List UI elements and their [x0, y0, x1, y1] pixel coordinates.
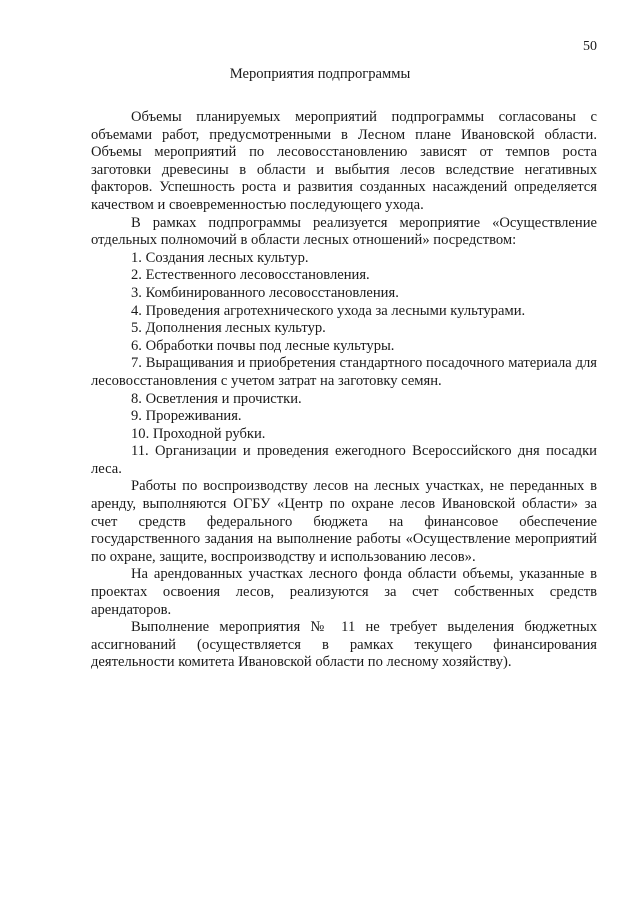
- measures-list: [91, 250, 597, 479]
- page-title: Мероприятия подпрограммы: [229, 66, 411, 82]
- list-item: 6. Обработки почвы под лесные культуры.: [131, 337, 395, 354]
- list-item: 3. Комбинированного лесовосстановления.: [131, 284, 399, 301]
- list-item: 1. Создания лесных культур.: [131, 249, 309, 266]
- paragraph-leased-plots: На арендованных участках лесного фонда области объемы, указанные в проектах освоения лесов, реализуются за счет собственных средств арендаторов.: [91, 566, 597, 618]
- list-item: 4. Проведения агротехнического ухода за лесными культурами.: [131, 302, 526, 319]
- paragraph-intro-volumes: Объемы планируемых мероприятий подпрограммы согласованы с объемами работ, предусмотренными в Лесном плане Ивановской области. Объемы мероприятий по лесовосстановлению зависят от темпов роста заготовки древесины в области и выбытия лесов вследствие негативных факторов. Успешность роста и развития созданных насаждений определяется качеством и своевременностью последующего ухода.: [91, 109, 597, 213]
- list-item: 11. Организации и проведения ежегодного Всероссийского дня посадки леса.: [91, 443, 597, 477]
- page-number: 50: [583, 39, 597, 54]
- list-item: 10. Проходной рубки.: [131, 425, 266, 442]
- list-item: 2. Естественного лесовосстановления.: [131, 267, 370, 284]
- document-body: [91, 109, 597, 672]
- paragraph-measure-11-funding: Выполнение мероприятия № 11 не требует выделения бюджетных ассигнований (осуществляется в рамках текущего финансирования деятельности комитета Ивановской области по лесному хозяйству).: [91, 619, 597, 671]
- list-item: 9. Прореживания.: [131, 408, 242, 425]
- paragraph-intro-measure: В рамках подпрограммы реализуется мероприятие «Осуществление отдельных полномочий в области лесных отношений» посредством:: [91, 214, 597, 249]
- list-item: 8. Осветления и прочистки.: [131, 390, 302, 407]
- list-item: 5. Дополнения лесных культур.: [131, 320, 326, 337]
- list-item: 7. Выращивания и приобретения стандартного посадочного материала для лесовосстановления с учетом затрат на заготовку семян.: [91, 355, 597, 389]
- paragraph-reforestation-works: Работы по воспроизводству лесов на лесных участках, не переданных в аренду, выполняются ОГБУ «Центр по охране лесов Ивановской области» за счет средств федерального бюджета на финансовое обеспечение государственного задания на выполнение работы «Осуществление мероприятий по охране, защите, воспроизводству и использованию лесов».: [91, 478, 597, 565]
